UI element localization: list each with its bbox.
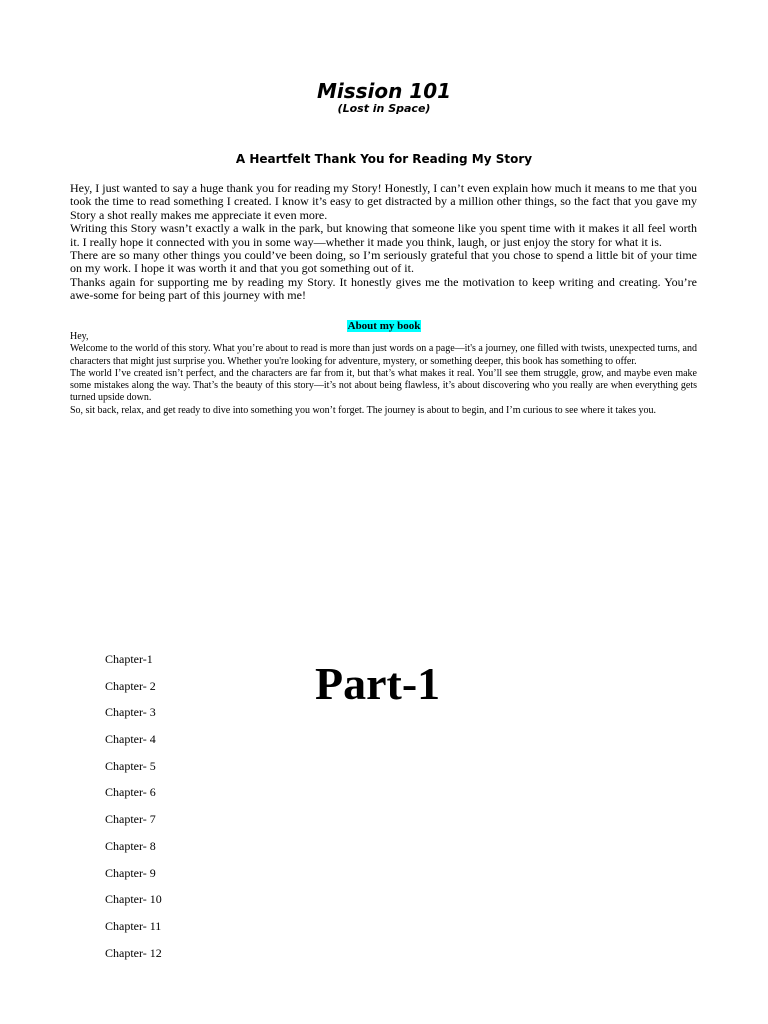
- chapter-item: Chapter-1: [105, 652, 153, 666]
- thanks-paragraph: Writing this Story wasn’t exactly a walk in the park, but knowing that someone like you spent time with it makes it all feel worth it. I really hope it connected with you in some way—whether it made you think, laugh, or just enjoy the story for what it is.: [70, 221, 697, 249]
- about-heading: About my book: [347, 320, 421, 332]
- chapter-item: Chapter- 6: [105, 785, 156, 800]
- chapter-item: Chapter- 3: [105, 705, 156, 720]
- part-title: Part-1: [315, 658, 441, 709]
- chapter-item: Chapter- 9: [105, 865, 156, 880]
- chapter-item: Chapter- 8: [105, 838, 156, 853]
- about-section: [70, 331, 697, 417]
- thanks-section: [70, 182, 697, 303]
- book-subtitle: (Lost in Space): [337, 102, 431, 115]
- thanks-paragraph: Hey, I just wanted to say a huge thank you for reading my Story! Honestly, I can’t even explain how much it means to me that you took the time to read something I created. I know it’s easy to get distracted by a million other things, so the fact that you gave my Story a shot really makes me appreciate it even more.: [70, 181, 697, 222]
- thanks-paragraph: Thanks again for supporting me by reading my Story. It honestly gives me the motivation to keep writing and creating. You’re awe-some for being part of this journey with me!: [70, 274, 697, 303]
- about-paragraph: So, sit back, relax, and get ready to dive into something you won’t forget. The journey is about to begin, and I’m curious to see where it takes you.: [70, 404, 656, 416]
- chapter-item: Chapter- 2: [105, 678, 156, 693]
- chapter-item: Chapter- 5: [105, 758, 156, 773]
- thanks-paragraph: There are so many other things you could’ve been doing, so I’m seriously grateful that you chose to spend a little bit of your time on my work. I hope it was worth it and that you got something out of it.: [70, 248, 697, 276]
- thanks-heading: A Heartfelt Thank You for Reading My Story: [235, 152, 533, 166]
- chapter-item: Chapter- 4: [105, 732, 156, 747]
- about-paragraph: The world I’ve created isn’t perfect, and the characters are far from it, but that’s what makes it real. You’ll see them struggle, grow, and maybe even make some mistakes along the way. That’s the beauty of this story—it’s not about being flawless, it’s about discovering who you really are when everything gets turned upside down.: [70, 367, 697, 404]
- about-paragraph: Welcome to the world of this story. What you’re about to read is more than just words on a page—it's a journey, one filled with twists, unexpected turns, and characters that might just surprise you. Whether you're looking for adventure, mystery, or something deeper, this book has something to offer.: [70, 343, 697, 367]
- chapter-item: Chapter- 11: [105, 918, 162, 933]
- chapter-item: Chapter- 12: [105, 945, 162, 960]
- about-paragraph: Hey,: [70, 331, 89, 342]
- book-title: Mission 101: [316, 79, 452, 103]
- chapter-item: Chapter- 7: [105, 812, 156, 827]
- chapter-item: Chapter- 10: [105, 892, 162, 907]
- chapter-list: [105, 652, 162, 972]
